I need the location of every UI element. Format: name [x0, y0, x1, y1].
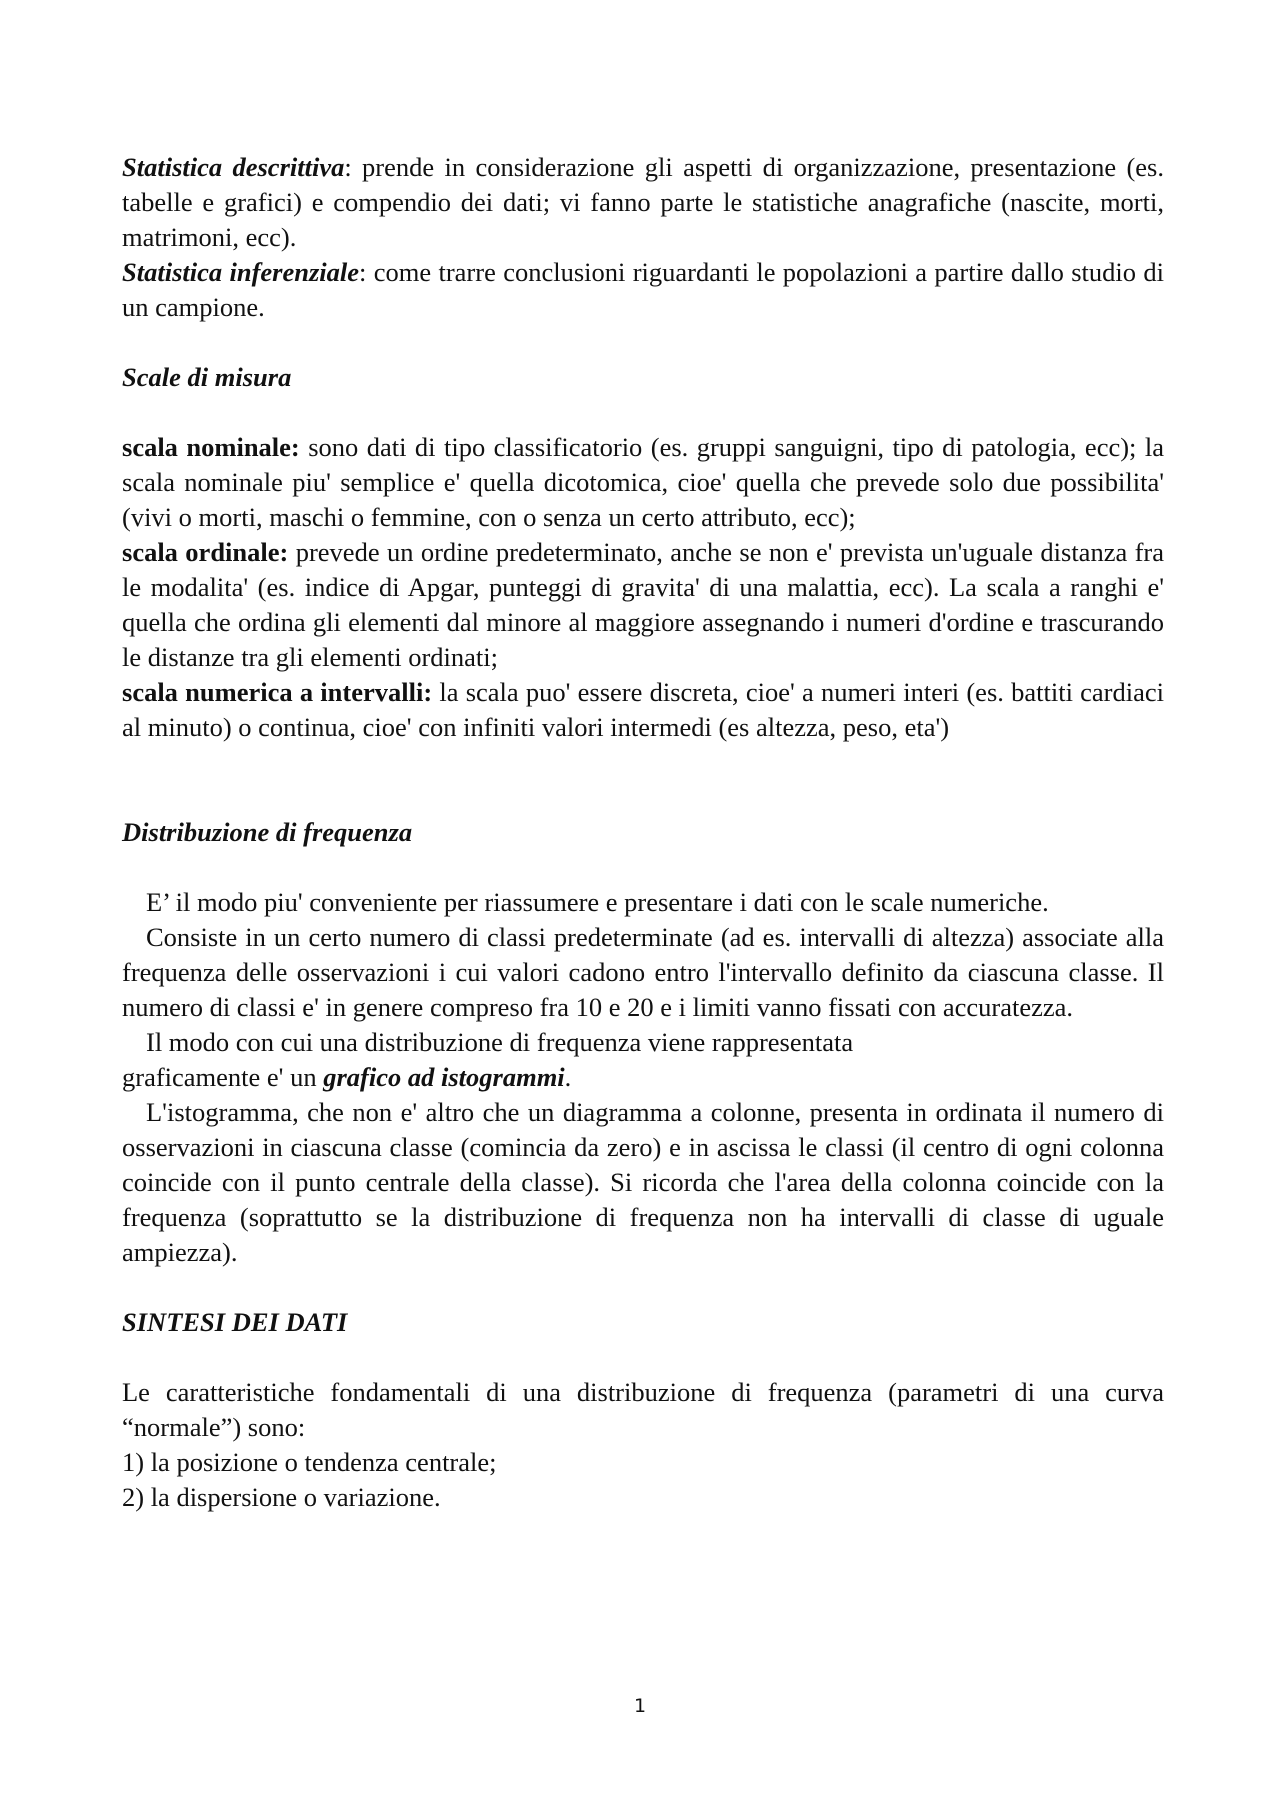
paragraph-sintesi-1: Le caratteristiche fondamentali di una distribuzione di frequenza (parametri di una curva “normale”) sono: — [122, 1377, 1164, 1442]
spacer — [122, 1270, 1164, 1305]
text-statistica-descrittiva: : prende in considerazione gli aspetti di organizzazione, presentazione (es. tabelle e grafici) e compendio dei dati; vi fanno parte le statistiche anagrafiche (nascite, morti, matrimoni, ecc). — [122, 152, 1164, 252]
page-number: 1 — [633, 1695, 647, 1717]
paragraph-scala-numerica — [122, 675, 1164, 745]
term-grafico-ad-istogrammi: grafico ad istogrammi — [323, 1062, 565, 1092]
paragraph-scala-ordinale — [122, 535, 1164, 675]
paragraph-statistica-descrittiva — [122, 150, 1164, 255]
list-item-posizione: 1) la posizione o tendenza centrale; — [122, 1447, 497, 1477]
term-scala-nominale: scala nominale: — [122, 432, 300, 462]
heading-scale-di-misura: Scale di misura — [122, 362, 292, 392]
paragraph-statistica-inferenziale — [122, 255, 1164, 325]
spacer — [122, 395, 1164, 430]
paragraph-distribuzione-3-line2 — [122, 1060, 1164, 1095]
term-scala-numerica: scala numerica a intervalli: — [122, 677, 433, 707]
text-scala-ordinale: prevede un ordine predeterminato, anche se non e' prevista un'uguale distanza fra le modalita' (es. indice di Apgar, punteggi di gravita' di una malattia, ecc). La scala a ranghi e' quella che ordina gli elementi dal minore al maggiore assegnando i numeri d'ordine e trascurando le distanze tra gli elementi ordinati; — [122, 537, 1164, 672]
paragraph-distribuzione-2: Consiste in un certo numero di classi predeterminate (ad es. intervalli di altezza) associate alla frequenza delle osservazioni i cui valori cadono entro l'intervallo definito da ciascuna classe. Il numero di classi e' in genere compreso fra 10 e 20 e i limiti vanno fissati con accuratezza. — [122, 922, 1164, 1022]
term-scala-ordinale: scala ordinale: — [122, 537, 289, 567]
text-statistica-inferenziale: : come trarre conclusioni riguardanti le popolazioni a partire dallo studio di un campione. — [122, 257, 1164, 322]
spacer — [122, 325, 1164, 360]
term-statistica-inferenziale: Statistica inferenziale — [122, 257, 360, 287]
heading-distribuzione-di-frequenza: Distribuzione di frequenza — [122, 817, 413, 847]
paragraph-distribuzione-4: L'istogramma, che non e' altro che un diagramma a colonne, presenta in ordinata il numero di osservazioni in ciascuna classe (comincia da zero) e in ascissa le classi (il centro di ogni colonna coincide con il punto centrale della classe). Si ricorda che l'area della colonna coincide con la frequenza (soprattutto se la distribuzione di frequenza non ha intervalli di classe di uguale ampiezza). — [122, 1097, 1164, 1267]
spacer — [122, 850, 1164, 885]
text-scala-nominale: sono dati di tipo classificatorio (es. gruppi sanguigni, tipo di patologia, ecc); la scala nominale piu' semplice e' quella dicotomica, cioe' quella che prevede solo due possibilita' (vivi o morti, maschi o femmine, con o senza un certo attributo, ecc); — [122, 432, 1164, 532]
text-period: . — [564, 1062, 572, 1092]
term-statistica-descrittiva: Statistica descrittiva — [122, 152, 345, 182]
paragraph-distribuzione-3-line1: Il modo con cui una distribuzione di frequenza viene rappresentata — [146, 1027, 854, 1057]
paragraph-scala-nominale — [122, 430, 1164, 535]
text-graficamente: graficamente e' un — [122, 1062, 324, 1092]
heading-sintesi-dei-dati: SINTESI DEI DATI — [122, 1307, 348, 1337]
list-item-dispersione: 2) la dispersione o variazione. — [122, 1482, 441, 1512]
text-scala-numerica: la scala puo' essere discreta, cioe' a numeri interi (es. battiti cardiaci al minuto) o continua, cioe' con infiniti valori intermedi (es altezza, peso, eta') — [122, 677, 1164, 742]
spacer — [122, 745, 1164, 815]
spacer — [122, 1340, 1164, 1375]
document-page — [122, 150, 1164, 1515]
paragraph-distribuzione-1: E’ il modo piu' conveniente per riassumere e presentare i dati con le scale numeriche. — [146, 887, 1049, 917]
